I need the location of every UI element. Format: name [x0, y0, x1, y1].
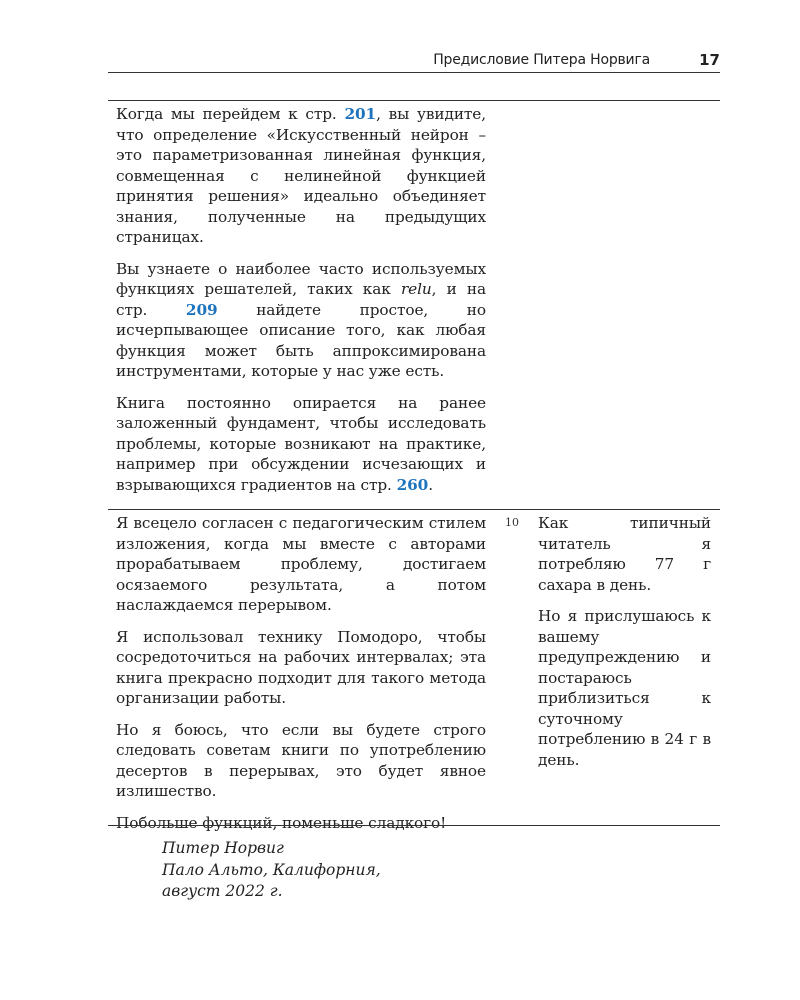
page-link-209[interactable]: 209 — [185, 300, 218, 319]
sidenote-marker: 10 — [505, 516, 519, 529]
signature-name: Питер Норвиг — [162, 839, 284, 857]
section-2-paragraph-4: Побольше функций, поменьше сладкого! — [116, 813, 447, 832]
section-1-paragraph-3: Книга постоянно опирается на ранее заложенный фундамент, чтобы исследовать проблемы, которые возникают на практике, например при обсуждении исчезающих и взрывающихся градиентов на стр. 260. — [116, 393, 486, 494]
relu-term: relu — [400, 280, 432, 298]
section-2-paragraph-2: Я использовал технику Помодоро, чтобы сосредоточиться на рабочих интервалах; эта книга прекрасно подходит для такого метода организации работы. — [116, 627, 486, 707]
signature-place: Пало Альто, Калифорния, — [162, 860, 381, 879]
sidenote — [538, 513, 711, 781]
section-1-paragraph-1: Когда мы перейдем к стр. 201, вы увидите, что определение «Искусственный нейрон – это параметризованная линейная функция, совмещенная с нелинейной функцией принятия решения» идеально объединяет знания, полученные на предыдущих страницах. — [116, 105, 487, 246]
table-bottom-rule — [108, 825, 720, 826]
sidenote-paragraph-2: Но я прислушаюсь к вашему предупреждению и постараюсь приблизиться к суточному потреблению в 24 г в день. — [538, 607, 711, 769]
signature-block — [162, 838, 381, 903]
table-middle-rule — [108, 509, 720, 510]
page-number: 17 — [699, 51, 720, 69]
table-top-rule — [108, 100, 720, 101]
section-2-paragraph-3: Но я боюсь, что если вы будете строго следовать советам книги по употреблению десертов в перерывах, это будет явное излишество. — [116, 720, 486, 800]
page-link-201[interactable]: 201 — [344, 105, 377, 123]
section-1-text — [116, 104, 486, 495]
section-1-paragraph-2: Вы узнаете о наиболее часто используемых функциях решателей, таких как relu, и на стр. 209 найдете простое, но исчерпывающее описание того, как любая функция может быть аппроксимирована инструментами, которые у нас уже есть. — [116, 259, 487, 380]
section-2-paragraph-1: Я всецело согласен с педагогическим стилем изложения, когда мы вместе с авторами прорабатываем проблему, достигаем осязаемого результата, а потом наслаждаемся перерывом. — [116, 514, 486, 614]
section-2-text — [116, 513, 486, 833]
header-title: Предисловие Питера Норвига — [433, 52, 650, 68]
signature-date: август 2022 г. — [162, 882, 283, 900]
sidenote-paragraph-1: Как типичный читатель я потребляю 77 г сахара в день. — [538, 514, 711, 594]
page-link-260[interactable]: 260 — [396, 475, 429, 494]
running-header — [108, 48, 720, 73]
